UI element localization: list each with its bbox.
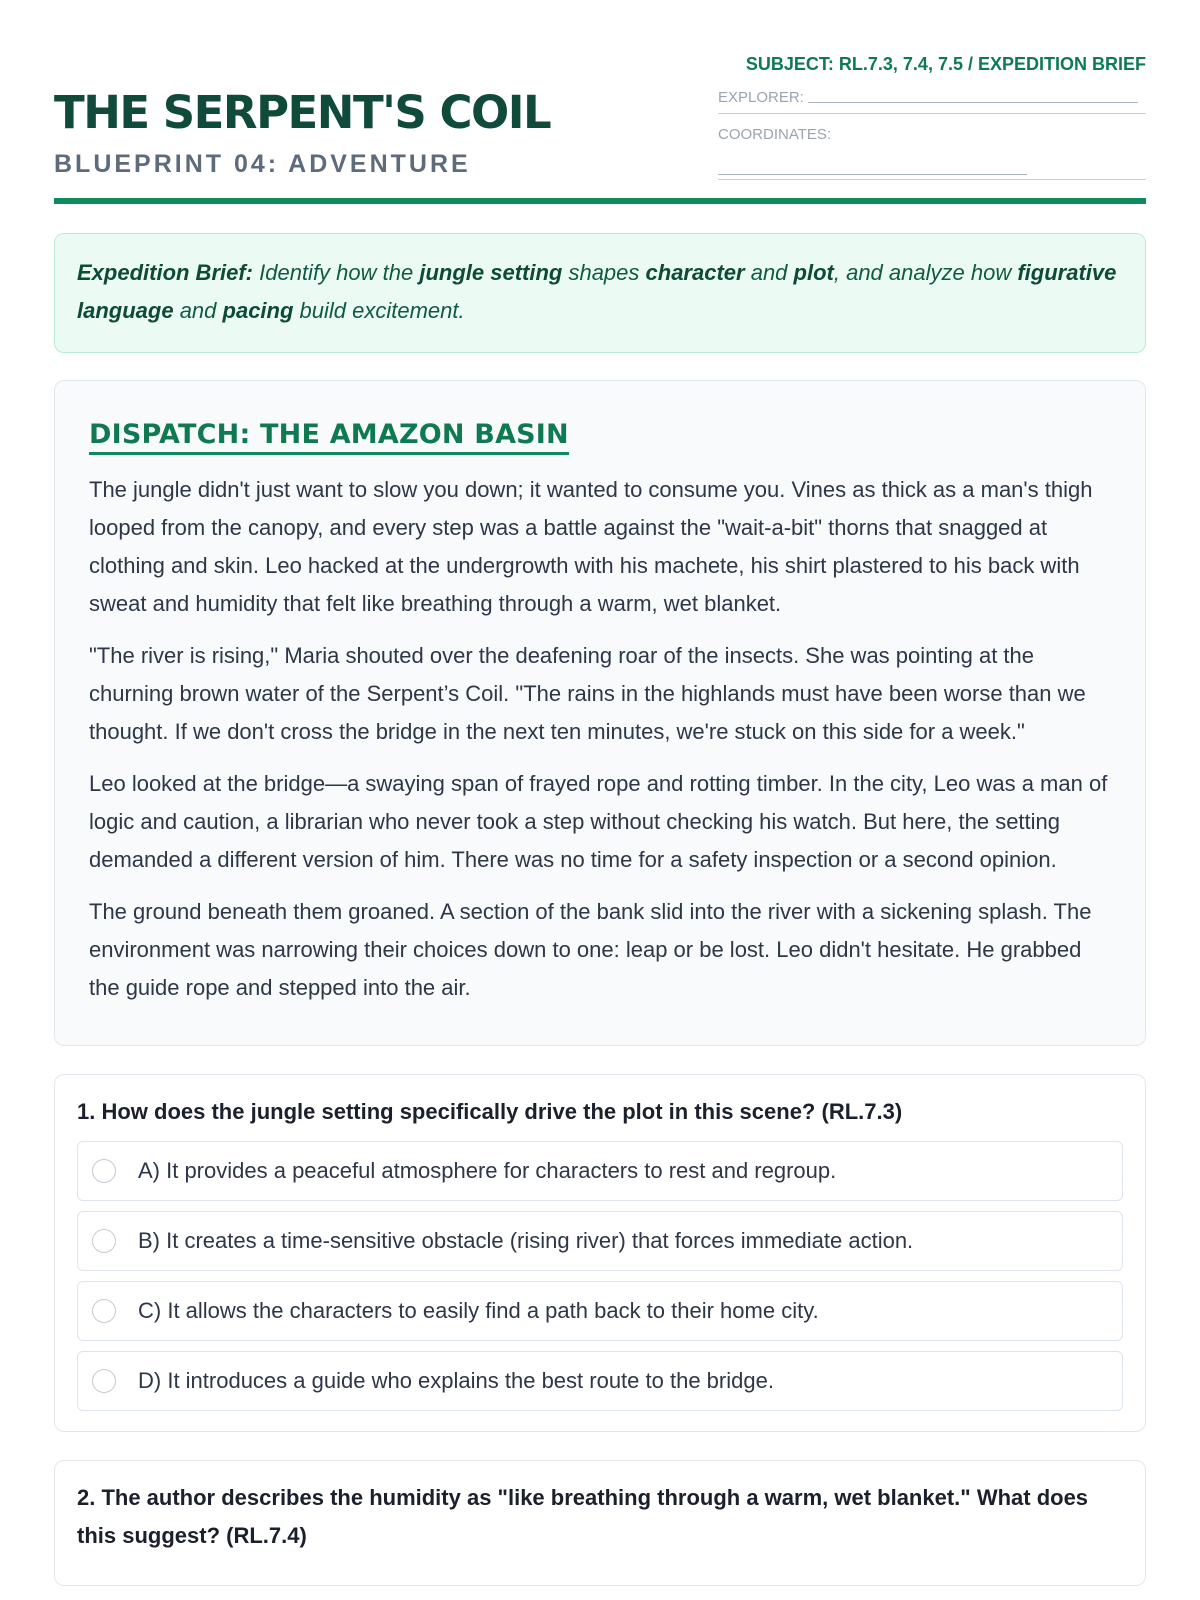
coordinates-field[interactable]: [718, 126, 1146, 180]
passage-heading: DISPATCH: THE AMAZON BASIN: [89, 419, 569, 455]
brief-text: shapes: [562, 260, 646, 285]
option-label: C) It allows the characters to easily find a path back to their home city.: [138, 1298, 819, 1323]
header-info: [718, 54, 1146, 180]
answer-option-d[interactable]: [77, 1351, 1123, 1411]
explorer-label: EXPLORER:: [718, 89, 804, 106]
header-divider: [54, 198, 1146, 204]
worksheet-title: THE SERPENT'S COIL: [54, 86, 551, 139]
radio-button[interactable]: [92, 1229, 116, 1253]
answer-option-a[interactable]: [77, 1141, 1123, 1201]
option-label: A) It provides a peaceful atmosphere for characters to rest and regroup.: [138, 1158, 837, 1183]
coordinates-blank[interactable]: [718, 160, 1027, 175]
brief-text: Identify how the: [253, 260, 420, 285]
question-text: 1. How does the jungle setting specifically drive the plot in this scene? (RL.7.3): [77, 1099, 903, 1124]
option-label: B) It creates a time-sensitive obstacle (rising river) that forces immediate action.: [138, 1228, 914, 1253]
expedition-brief: [54, 233, 1146, 353]
question-text: 2. The author describes the humidity as "like breathing through a warm, wet blanket." What does this suggest? (RL.7.4): [77, 1485, 1089, 1548]
radio-button[interactable]: [92, 1369, 116, 1393]
answer-option-c[interactable]: [77, 1281, 1123, 1341]
brief-keyword: pacing: [222, 298, 294, 323]
brief-text: , and analyze how: [833, 260, 1018, 285]
option-label: D) It introduces a guide who explains the best route to the bridge.: [138, 1368, 774, 1393]
explorer-field[interactable]: [718, 88, 1146, 114]
brief-text: and: [744, 260, 794, 285]
question-1: [54, 1074, 1146, 1432]
passage-paragraph: "The river is rising," Maria shouted over the deafening roar of the insects. She was pointing at the churning brown water of the Serpent’s Coil. "The rains in the highlands must have been worse than we thought. If we don't cross the bridge in the next ten minutes, we're stuck on this side for a week.": [89, 643, 1086, 744]
question-2: [54, 1460, 1146, 1586]
radio-button[interactable]: [92, 1159, 116, 1183]
passage-paragraph: Leo looked at the bridge—a swaying span of frayed rope and rotting timber. In the city, Leo was a man of logic and caution, a librarian who never took a step without checking his watch. But here, the setting demanded a different version of him. There was no time for a safety inspection or a second opinion.: [89, 771, 1108, 872]
worksheet-subtitle: BLUEPRINT 04: ADVENTURE: [54, 150, 471, 178]
subject-line: SUBJECT: RL.7.3, 7.4, 7.5 / EXPEDITION BRIEF: [745, 54, 1146, 74]
brief-keyword: character: [645, 260, 745, 285]
radio-button[interactable]: [92, 1299, 116, 1323]
brief-text: build excitement.: [293, 298, 465, 323]
brief-keyword: figurative language: [77, 260, 1117, 323]
brief-label: Expedition Brief:: [77, 260, 254, 285]
brief-text: and: [173, 298, 223, 323]
coordinates-label: COORDINATES:: [718, 126, 832, 143]
brief-keyword: jungle setting: [419, 260, 563, 285]
passage-paragraph: The ground beneath them groaned. A section of the bank slid into the river with a sickening splash. The environment was narrowing their choices down to one: leap or be lost. Leo didn't hesitate. He grabbed the guide rope and stepped into the air.: [89, 899, 1092, 1000]
reading-passage: [54, 380, 1146, 1046]
brief-keyword: plot: [793, 260, 834, 285]
answer-option-b[interactable]: [77, 1211, 1123, 1271]
passage-paragraph: The jungle didn't just want to slow you down; it wanted to consume you. Vines as thick as a man's thigh looped from the canopy, and every step was a battle against the "wait-a-bit" thorns that snagged at clothing and skin. Leo hacked at the undergrowth with his machete, his shirt plastered to his back with sweat and humidity that felt like breathing through a warm, wet blanket.: [89, 477, 1093, 616]
explorer-blank[interactable]: [808, 88, 1138, 103]
worksheet-header: [54, 0, 1146, 206]
